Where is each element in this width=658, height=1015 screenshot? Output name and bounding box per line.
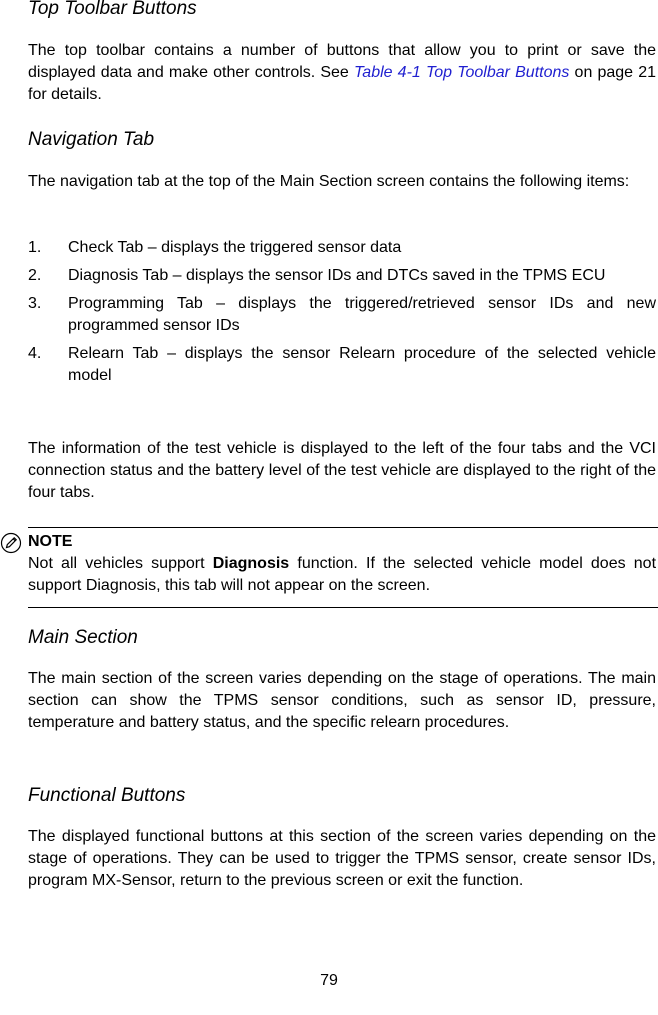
note-text-after: function. If the selected vehicle model does not support Diagnosis, this tab will not appear on the screen. [28, 555, 657, 594]
note-text-before: Not all vehicles support [28, 555, 205, 572]
note-title: NOTE [28, 533, 73, 550]
navigation-item-list [28, 237, 656, 387]
list-item [28, 265, 656, 287]
main-section-heading: Main Section [28, 627, 138, 648]
page-number: 79 [320, 972, 338, 989]
list-item-text: Diagnosis Tab – displays the sensor IDs and DTCs saved in the TPMS ECU [68, 267, 606, 284]
list-item [28, 237, 656, 259]
toolbar-text-after: on page 21 for details. [28, 64, 657, 103]
list-item-text: Programming Tab – displays the triggered/retrieved sensor IDs and new programmed sensor IDs [68, 295, 656, 334]
toolbar-heading: Top Toolbar Buttons [28, 0, 197, 19]
note-text [28, 553, 656, 597]
list-item-text: Check Tab – displays the triggered sensor data [68, 239, 402, 256]
list-item-number: 4. [28, 345, 42, 362]
list-item [28, 293, 656, 337]
note-box [28, 527, 658, 608]
note-bold-term: Diagnosis [212, 555, 290, 572]
toolbar-text-before: The top toolbar contains a number of buttons that allow you to print or save the displayed data and make other controls. See [28, 42, 656, 81]
toolbar-paragraph [28, 40, 656, 106]
functional-buttons-text: The displayed functional buttons at this section of the screen varies depending on the stage of operations. They can be used to trigger the TPMS sensor, create sensor IDs, program MX-Sensor, return to the previous screen or exit the function. [28, 828, 656, 889]
main-section-text: The main section of the screen varies depending on the stage of operations. The main section can show the TPMS sensor conditions, such as sensor ID, pressure, temperature and battery status, and the specific relearn procedures. [28, 670, 656, 731]
navigation-intro: The navigation tab at the top of the Main Section screen contains the following items: [28, 173, 630, 190]
pencil-icon [0, 532, 22, 554]
list-item-number: 1. [28, 239, 42, 256]
list-item [28, 343, 656, 387]
list-item-text: Relearn Tab – displays the sensor Relearn procedure of the selected vehicle model [68, 345, 656, 384]
functional-buttons-heading: Functional Buttons [28, 785, 186, 806]
navigation-heading: Navigation Tab [28, 129, 155, 150]
list-item-number: 2. [28, 267, 42, 284]
table-reference-link[interactable]: Table 4-1 Top Toolbar Buttons [353, 64, 570, 81]
navigation-outro: The information of the test vehicle is displayed to the left of the four tabs and the VCI connection status and the battery level of the test vehicle are displayed to the right of the four tabs. [28, 440, 656, 501]
list-item-number: 3. [28, 295, 42, 312]
